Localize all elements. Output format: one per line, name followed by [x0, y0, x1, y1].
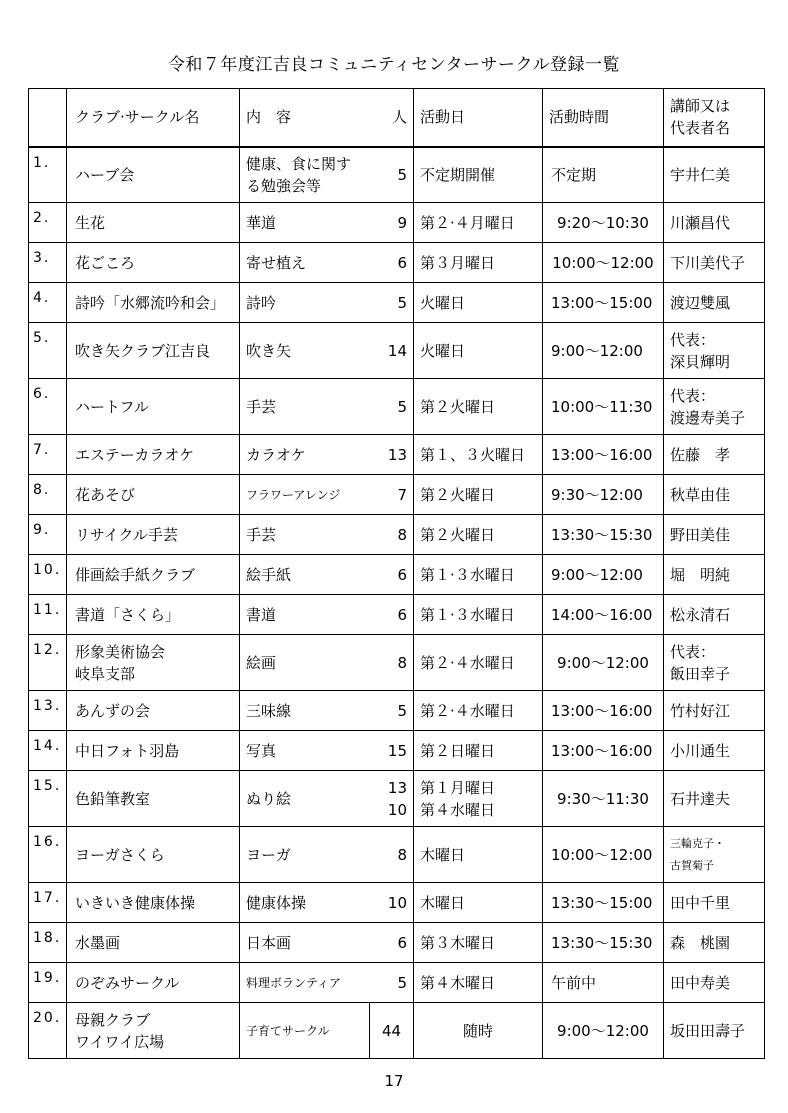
activity-time: 9:20～10:30 [543, 203, 664, 243]
row-number: 15. [29, 771, 67, 827]
activity-day: 第１、３火曜日 [414, 435, 543, 475]
leader-name-line2: 飯田幸子 [670, 664, 731, 683]
leader-name [664, 827, 765, 883]
activity-time: 9:30～11:30 [543, 771, 664, 827]
header-leader-line1: 講師又は [670, 97, 731, 116]
circle-name [67, 635, 240, 691]
member-count-line1: 13 [387, 778, 407, 797]
page-number: 17 [384, 1072, 404, 1090]
leader-name: 佐藤 孝 [664, 435, 765, 475]
activity-content [240, 147, 370, 203]
member-count: 6 [370, 555, 414, 595]
circle-name: 吹き矢クラブ江吉良 [67, 323, 240, 379]
table-row [29, 283, 765, 323]
row-number: 5. [29, 323, 67, 379]
table-row [29, 691, 765, 731]
activity-time: 不定期 [543, 147, 664, 203]
activity-content: 子育てサークル [240, 1003, 370, 1059]
activity-time: 13:00～16:00 [543, 691, 664, 731]
activity-day: 第４木曜日 [414, 963, 543, 1003]
leader-name-line1: 代表： [670, 642, 716, 661]
activity-content: ぬり絵 [240, 771, 370, 827]
activity-time: 10:00～12:00 [543, 827, 664, 883]
circle-name: 色鉛筆教室 [67, 771, 240, 827]
header-content: 内 容 [240, 89, 370, 147]
row-number: 1. [29, 147, 67, 203]
circle-name-line2: 岐阜支部 [75, 664, 136, 683]
leader-name: 竹村好江 [664, 691, 765, 731]
header-leader [664, 89, 765, 147]
activity-day: 第２日曜日 [414, 731, 543, 771]
circle-name: エステーカラオケ [67, 435, 240, 475]
leader-name-line2: 渡邊寿美子 [670, 408, 746, 427]
table-row [29, 923, 765, 963]
table-row [29, 731, 765, 771]
member-count: 8 [370, 827, 414, 883]
row-number: 14. [29, 731, 67, 771]
activity-day: 第３月曜日 [414, 243, 543, 283]
row-number: 6. [29, 379, 67, 435]
activity-content: 手芸 [240, 379, 370, 435]
row-number: 9. [29, 515, 67, 555]
table-row [29, 555, 765, 595]
table-row [29, 515, 765, 555]
leader-name: 堀 明純 [664, 555, 765, 595]
table-row [29, 827, 765, 883]
member-count: 15 [370, 731, 414, 771]
row-number: 12. [29, 635, 67, 691]
circle-name: ヨーガさくら [67, 827, 240, 883]
activity-time: 9:00～12:00 [543, 635, 664, 691]
circle-name: ハーブ会 [67, 147, 240, 203]
member-count: 10 [370, 883, 414, 923]
activity-content: 書道 [240, 595, 370, 635]
activity-content: 日本画 [240, 923, 370, 963]
leader-name-line2: 深貝輝明 [670, 352, 731, 371]
table-row [29, 1003, 765, 1059]
activity-content: 詩吟 [240, 283, 370, 323]
member-count-line2: 10 [387, 800, 407, 819]
member-count: 5 [370, 963, 414, 1003]
activity-time: 10:00～12:00 [543, 243, 664, 283]
table-row [29, 771, 765, 827]
leader-name: 秋草由佳 [664, 475, 765, 515]
activity-time: 13:30～15:30 [543, 923, 664, 963]
circle-name: 花ごころ [67, 243, 240, 283]
table-row [29, 147, 765, 203]
table-header-row [29, 89, 765, 147]
leader-name-line2: 古賀菊子 [670, 858, 714, 872]
activity-content: 華道 [240, 203, 370, 243]
activity-content: 絵手紙 [240, 555, 370, 595]
row-number: 19. [29, 963, 67, 1003]
activity-time: 9:00～12:00 [543, 555, 664, 595]
activity-day: 第３木曜日 [414, 923, 543, 963]
activity-time: 9:00～12:00 [543, 323, 664, 379]
activity-day: 第２火曜日 [414, 379, 543, 435]
activity-day: 随時 [414, 1003, 543, 1059]
leader-name: 森 桃園 [664, 923, 765, 963]
circle-name [67, 1003, 240, 1059]
activity-content-line1: 健康、食に関す [246, 154, 352, 173]
header-count: 人 [370, 89, 414, 147]
leader-name [664, 323, 765, 379]
leader-name: 野田美佳 [664, 515, 765, 555]
member-count: 6 [370, 243, 414, 283]
header-day: 活動日 [414, 89, 543, 147]
leader-name: 川瀬昌代 [664, 203, 765, 243]
row-number: 17. [29, 883, 67, 923]
member-count: 5 [370, 379, 414, 435]
leader-name: 石井達夫 [664, 771, 765, 827]
circle-name: リサイクル手芸 [67, 515, 240, 555]
row-number: 18. [29, 923, 67, 963]
activity-time: 9:00～12:00 [543, 1003, 664, 1059]
table-row [29, 379, 765, 435]
activity-content-line2: る勉強会等 [246, 176, 322, 195]
activity-day: 火曜日 [414, 323, 543, 379]
table-row [29, 635, 765, 691]
activity-day: 不定期開催 [414, 147, 543, 203]
member-count: 5 [370, 147, 414, 203]
activity-day: 木曜日 [414, 883, 543, 923]
activity-day-line1: 第１月曜日 [420, 778, 496, 797]
leader-name [664, 635, 765, 691]
leader-name: 松永清石 [664, 595, 765, 635]
activity-content: 料理ボランティア [240, 963, 370, 1003]
circle-name: あんずの会 [67, 691, 240, 731]
leader-name-line1: 代表： [670, 330, 716, 349]
table-row [29, 883, 765, 923]
activity-time: 13:00～16:00 [543, 435, 664, 475]
member-count: 7 [370, 475, 414, 515]
table-row [29, 963, 765, 1003]
member-count: 44 [370, 1003, 414, 1059]
member-count [370, 771, 414, 827]
leader-name: 田中千里 [664, 883, 765, 923]
circle-name-line1: 形象美術協会 [75, 642, 166, 661]
leader-name: 坂田田壽子 [664, 1003, 765, 1059]
circle-name: 水墨画 [67, 923, 240, 963]
member-count: 5 [370, 283, 414, 323]
table-row [29, 595, 765, 635]
row-number: 20. [29, 1003, 67, 1059]
activity-content: カラオケ [240, 435, 370, 475]
activity-day: 第１·３水曜日 [414, 555, 543, 595]
activity-day: 木曜日 [414, 827, 543, 883]
activity-content: 健康体操 [240, 883, 370, 923]
member-count: 6 [370, 595, 414, 635]
member-count: 6 [370, 923, 414, 963]
row-number: 2. [29, 203, 67, 243]
row-number: 8. [29, 475, 67, 515]
circle-name: 俳画絵手紙クラブ [67, 555, 240, 595]
activity-day: 第２·４水曜日 [414, 691, 543, 731]
activity-time: 9:30～12:00 [543, 475, 664, 515]
activity-content: ヨーガ [240, 827, 370, 883]
circle-name: 中日フォト羽島 [67, 731, 240, 771]
row-number: 7. [29, 435, 67, 475]
activity-time: 14:00～16:00 [543, 595, 664, 635]
activity-time: 13:30～15:00 [543, 883, 664, 923]
activity-content: 絵画 [240, 635, 370, 691]
table-row [29, 203, 765, 243]
circle-name: 生花 [67, 203, 240, 243]
circle-name: いきいき健康体操 [67, 883, 240, 923]
table-row [29, 435, 765, 475]
leader-name: 宇井仁美 [664, 147, 765, 203]
header-time: 活動時間 [543, 89, 664, 147]
circle-name-line2: ワイワイ広場 [75, 1032, 165, 1051]
leader-name: 下川美代子 [664, 243, 765, 283]
activity-content: フラワーアレンジ [240, 475, 370, 515]
activity-content: 三味線 [240, 691, 370, 731]
circle-name: 花あそび [67, 475, 240, 515]
leader-name: 小川通生 [664, 731, 765, 771]
member-count: 14 [370, 323, 414, 379]
row-number: 10. [29, 555, 67, 595]
circle-registry-table [28, 88, 765, 1059]
member-count: 8 [370, 635, 414, 691]
table-row [29, 243, 765, 283]
header-no-cell [29, 89, 67, 147]
row-number: 11. [29, 595, 67, 635]
table-row [29, 323, 765, 379]
leader-name: 渡辺雙風 [664, 283, 765, 323]
header-name: クラブ·サークル名 [67, 89, 240, 147]
circle-name: ハートフル [67, 379, 240, 435]
leader-name: 田中寿美 [664, 963, 765, 1003]
circle-name-line1: 母親クラブ [75, 1010, 151, 1029]
member-count: 5 [370, 691, 414, 731]
member-count: 9 [370, 203, 414, 243]
activity-day-line2: 第４水曜日 [420, 800, 496, 819]
activity-content: 写真 [240, 731, 370, 771]
activity-day [414, 771, 543, 827]
activity-time: 13:00～15:00 [543, 283, 664, 323]
row-number: 3. [29, 243, 67, 283]
circle-name: 詩吟「水郷流吟和会」 [67, 283, 240, 323]
activity-day: 第２火曜日 [414, 515, 543, 555]
activity-content: 手芸 [240, 515, 370, 555]
activity-day: 火曜日 [414, 283, 543, 323]
page-title: 令和７年度江吉良コミュニティセンターサークル登録一覧 [167, 55, 621, 75]
activity-day: 第２火曜日 [414, 475, 543, 515]
row-number: 4. [29, 283, 67, 323]
leader-name-line1: 三輪克子・ [670, 836, 725, 850]
row-number: 13. [29, 691, 67, 731]
member-count: 13 [370, 435, 414, 475]
header-leader-line2: 代表者名 [670, 119, 731, 138]
member-count: 8 [370, 515, 414, 555]
leader-name [664, 379, 765, 435]
activity-content: 寄せ植え [240, 243, 370, 283]
circle-name: 書道「さくら」 [67, 595, 240, 635]
activity-day: 第２·４月曜日 [414, 203, 543, 243]
leader-name-line1: 代表： [670, 386, 716, 405]
activity-content: 吹き矢 [240, 323, 370, 379]
activity-time: 10:00～11:30 [543, 379, 664, 435]
circle-name: のぞみサークル [67, 963, 240, 1003]
activity-day: 第１·３水曜日 [414, 595, 543, 635]
activity-day: 第２·４水曜日 [414, 635, 543, 691]
row-number: 16. [29, 827, 67, 883]
activity-time: 13:30～15:30 [543, 515, 664, 555]
activity-time: 13:00～16:00 [543, 731, 664, 771]
activity-time: 午前中 [543, 963, 664, 1003]
table-row [29, 475, 765, 515]
